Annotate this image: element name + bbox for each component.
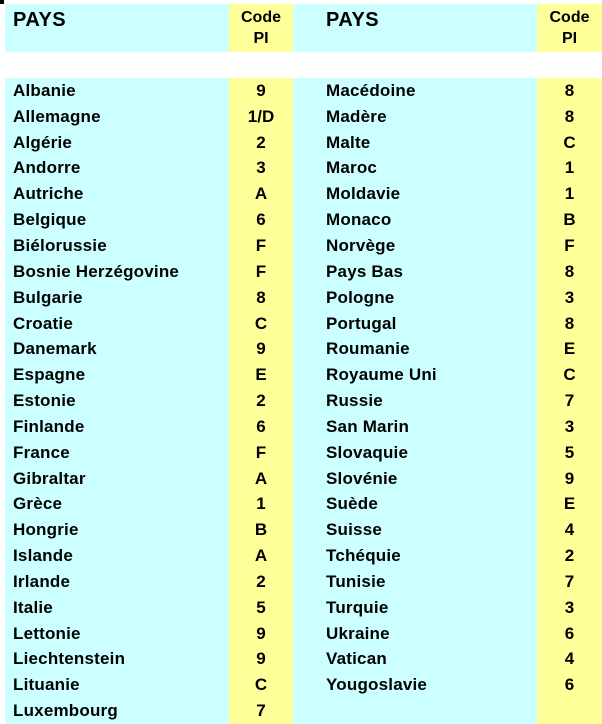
table-row	[0, 233, 602, 259]
code-cell-right: 6	[537, 621, 602, 647]
country-cell-right: Pays Bas	[293, 259, 537, 285]
code-cell-right: 7	[537, 569, 602, 595]
code-cell-right: 9	[537, 466, 602, 492]
code-cell-left: 2	[229, 388, 293, 414]
country-cell-right: San Marin	[293, 414, 537, 440]
table-row	[0, 543, 602, 569]
table-header	[0, 4, 602, 52]
country-cell-left: Hongrie	[5, 517, 229, 543]
country-cell-left: Albanie	[5, 78, 229, 104]
country-cell-right: Roumanie	[293, 336, 537, 362]
code-cell-right: 6	[537, 672, 602, 698]
table-body	[0, 78, 602, 724]
country-cell-left: Lituanie	[5, 672, 229, 698]
country-cell-right: Tunisie	[293, 569, 537, 595]
code-cell-left: 7	[229, 698, 293, 724]
country-cell-right: Yougoslavie	[293, 672, 537, 698]
header-code-pi-right	[537, 4, 602, 52]
table-row	[0, 130, 602, 156]
table-row	[0, 517, 602, 543]
header-pays-left: PAYS	[5, 4, 229, 52]
code-cell-right: F	[537, 233, 602, 259]
country-cell-left: Autriche	[5, 181, 229, 207]
code-cell-left: C	[229, 311, 293, 337]
country-cell-left: Liechtenstein	[5, 647, 229, 673]
country-cell-left: Danemark	[5, 336, 229, 362]
country-cell-right: Russie	[293, 388, 537, 414]
country-cell-right: Norvège	[293, 233, 537, 259]
country-cell-left: Islande	[5, 543, 229, 569]
code-cell-right: B	[537, 207, 602, 233]
country-cell-left: Bulgarie	[5, 285, 229, 311]
table-row	[0, 259, 602, 285]
code-cell-left: A	[229, 466, 293, 492]
table-row	[0, 285, 602, 311]
country-cell-right	[293, 698, 537, 724]
code-cell-left: F	[229, 440, 293, 466]
code-cell-right: 2	[537, 543, 602, 569]
country-cell-left: Gibraltar	[5, 466, 229, 492]
header-pi-label: PI	[253, 30, 269, 47]
country-cell-right: Monaco	[293, 207, 537, 233]
table-row	[0, 388, 602, 414]
code-cell-right: 8	[537, 104, 602, 130]
code-cell-left: 1/D	[229, 104, 293, 130]
country-cell-right: Vatican	[293, 647, 537, 673]
header-code-label: Code	[241, 9, 281, 26]
code-cell-right: 3	[537, 595, 602, 621]
table-row	[0, 569, 602, 595]
table-row	[0, 698, 602, 724]
header-code-pi-left	[229, 4, 293, 52]
table-row	[0, 672, 602, 698]
table-row	[0, 621, 602, 647]
code-cell-left: 3	[229, 156, 293, 182]
country-cell-right: Moldavie	[293, 181, 537, 207]
code-cell-right: 1	[537, 181, 602, 207]
country-cell-right: Slovénie	[293, 466, 537, 492]
code-cell-left: B	[229, 517, 293, 543]
country-cell-left: Andorre	[5, 156, 229, 182]
country-cell-left: France	[5, 440, 229, 466]
code-cell-right: C	[537, 130, 602, 156]
header-code-label: Code	[549, 9, 590, 26]
code-cell-left: E	[229, 362, 293, 388]
code-cell-right: 1	[537, 156, 602, 182]
header-pays-right: PAYS	[293, 4, 537, 52]
country-cell-left: Belgique	[5, 207, 229, 233]
country-cell-right: Ukraine	[293, 621, 537, 647]
country-cell-left: Lettonie	[5, 621, 229, 647]
table-row	[0, 207, 602, 233]
country-cell-right: Turquie	[293, 595, 537, 621]
code-cell-left: 1	[229, 492, 293, 518]
country-cell-left: Bosnie Herzégovine	[5, 259, 229, 285]
country-cell-left: Luxembourg	[5, 698, 229, 724]
country-cell-right: Malte	[293, 130, 537, 156]
country-cell-right: Tchéquie	[293, 543, 537, 569]
country-cell-right: Portugal	[293, 311, 537, 337]
code-cell-left: 9	[229, 336, 293, 362]
code-cell-left: 6	[229, 414, 293, 440]
table-row	[0, 647, 602, 673]
country-cell-left: Finlande	[5, 414, 229, 440]
table-row	[0, 595, 602, 621]
code-cell-left: 6	[229, 207, 293, 233]
code-cell-right: 7	[537, 388, 602, 414]
country-cell-left: Espagne	[5, 362, 229, 388]
code-cell-right: 4	[537, 647, 602, 673]
code-cell-left: 5	[229, 595, 293, 621]
table-row	[0, 78, 602, 104]
code-cell-left: 2	[229, 569, 293, 595]
code-cell-right: C	[537, 362, 602, 388]
country-cell-left: Algérie	[5, 130, 229, 156]
table-row	[0, 181, 602, 207]
table-row	[0, 466, 602, 492]
country-cell-left: Grèce	[5, 492, 229, 518]
table-row	[0, 336, 602, 362]
code-cell-right: E	[537, 336, 602, 362]
code-cell-right: 5	[537, 440, 602, 466]
country-cell-right: Pologne	[293, 285, 537, 311]
table-row	[0, 362, 602, 388]
code-cell-right: 3	[537, 285, 602, 311]
code-cell-left: 2	[229, 130, 293, 156]
code-cell-left: 9	[229, 621, 293, 647]
code-cell-left: A	[229, 181, 293, 207]
code-cell-right: E	[537, 492, 602, 518]
code-cell-left: A	[229, 543, 293, 569]
code-cell-right: 4	[537, 517, 602, 543]
code-cell-left: F	[229, 259, 293, 285]
header-pi-label: PI	[561, 30, 578, 47]
country-cell-right: Slovaquie	[293, 440, 537, 466]
country-cell-right: Suède	[293, 492, 537, 518]
country-cell-left: Italie	[5, 595, 229, 621]
code-cell-right: 8	[537, 311, 602, 337]
country-cell-left: Estonie	[5, 388, 229, 414]
country-cell-right: Suisse	[293, 517, 537, 543]
country-cell-left: Allemagne	[5, 104, 229, 130]
country-cell-right: Macédoine	[293, 78, 537, 104]
country-cell-right: Royaume Uni	[293, 362, 537, 388]
country-cell-left: Croatie	[5, 311, 229, 337]
code-cell-right: 3	[537, 414, 602, 440]
country-cell-right: Madère	[293, 104, 537, 130]
table-row	[0, 311, 602, 337]
code-cell-left: 9	[229, 78, 293, 104]
country-cell-right: Maroc	[293, 156, 537, 182]
code-cell-left: F	[229, 233, 293, 259]
code-cell-right	[537, 698, 602, 724]
country-cell-left: Biélorussie	[5, 233, 229, 259]
table-row	[0, 492, 602, 518]
code-cell-left: 9	[229, 647, 293, 673]
code-cell-right: 8	[537, 259, 602, 285]
table-row	[0, 104, 602, 130]
country-cell-left: Irlande	[5, 569, 229, 595]
code-cell-right: 8	[537, 78, 602, 104]
code-cell-left: 8	[229, 285, 293, 311]
table-row	[0, 414, 602, 440]
code-cell-left: C	[229, 672, 293, 698]
table-row	[0, 156, 602, 182]
table-row	[0, 440, 602, 466]
